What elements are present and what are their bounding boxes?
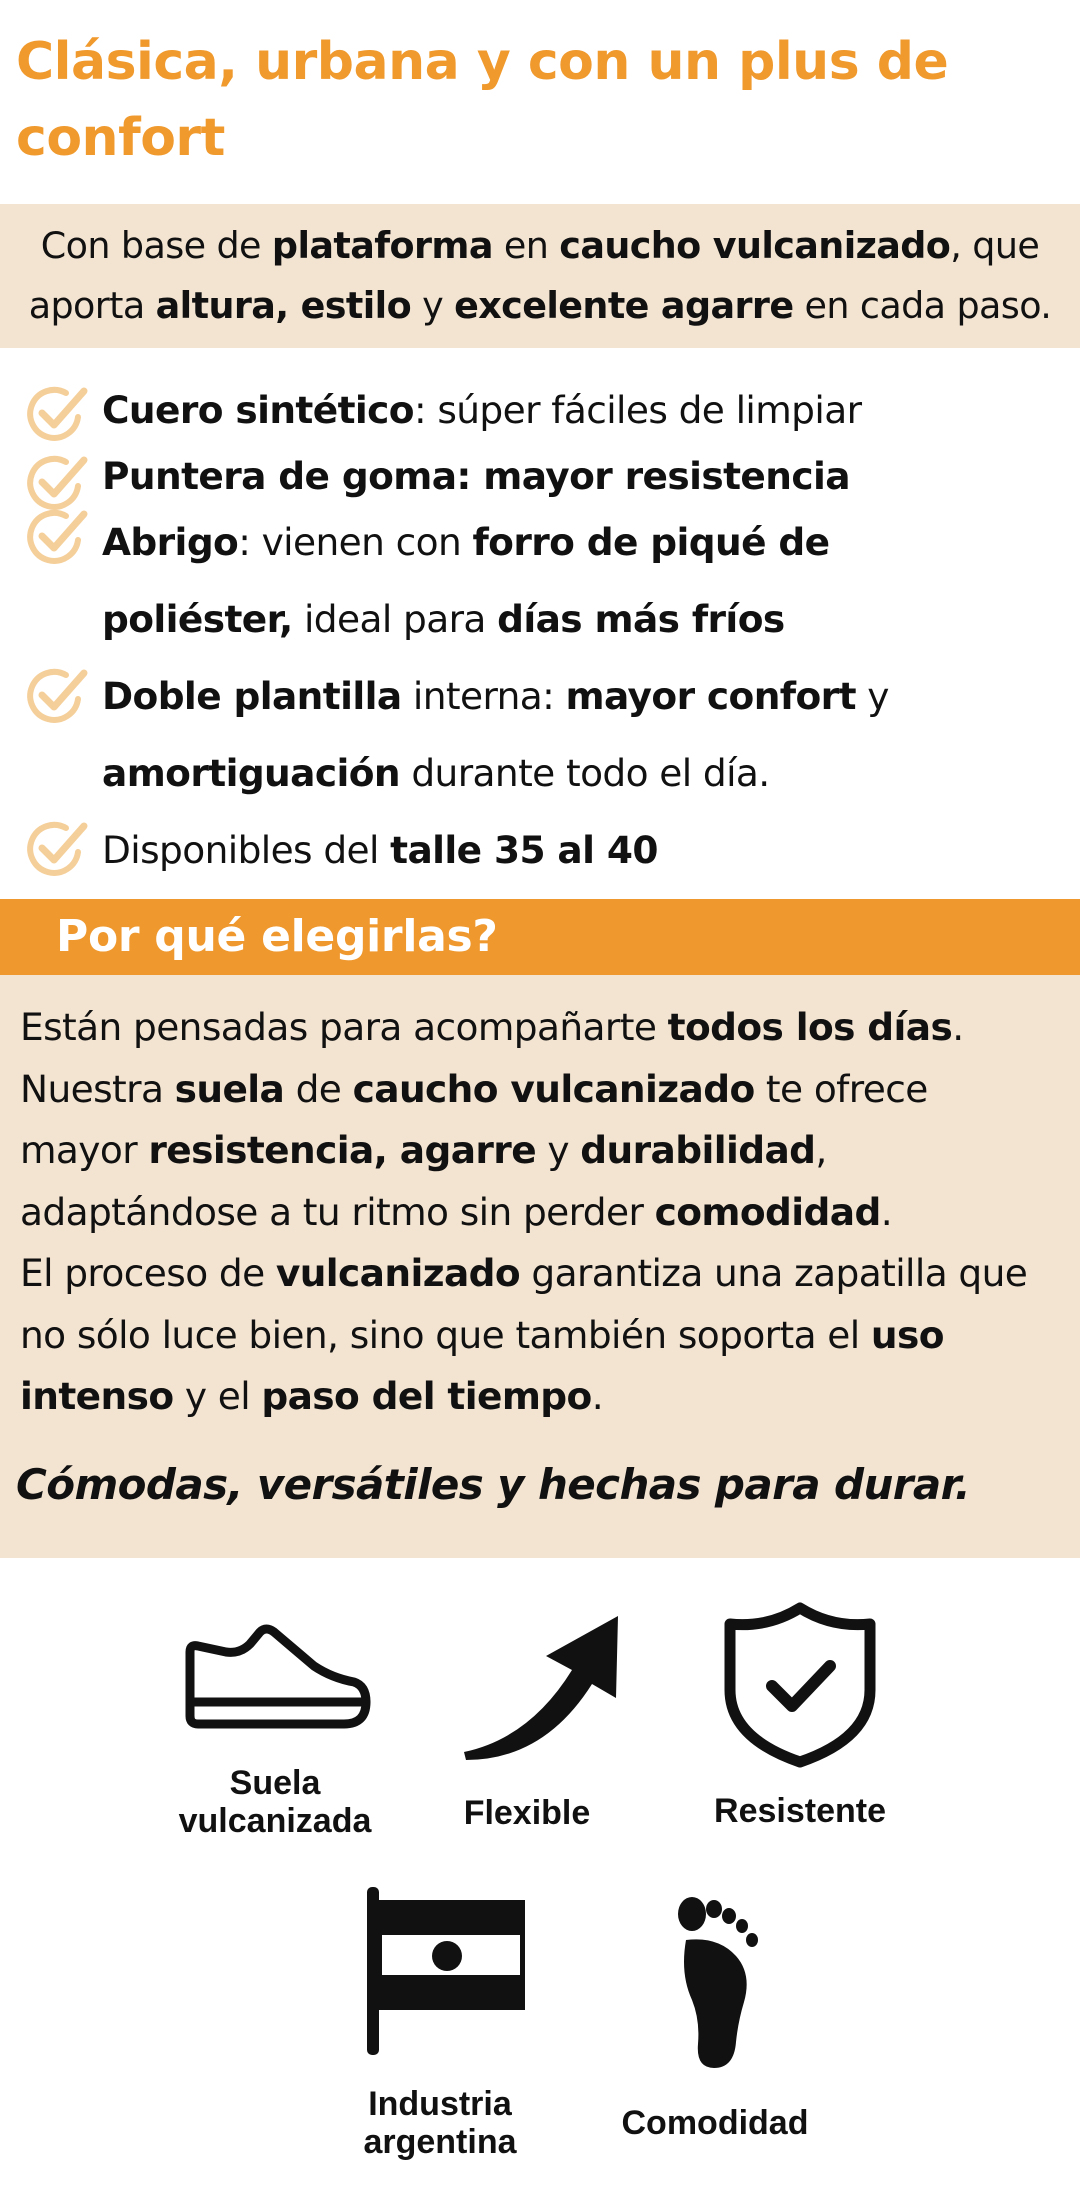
intro-seg: plataforma <box>271 224 493 267</box>
badge-label <box>600 2104 830 2142</box>
badge-label <box>690 1792 910 1830</box>
why-line <box>20 1120 1080 1182</box>
why-seg: adaptándose a tu ritmo sin perder <box>20 1189 655 1234</box>
why-section <box>0 975 1080 1558</box>
why-seg: todos los días <box>667 1005 953 1049</box>
check-icon <box>22 814 90 882</box>
why-seg: uso <box>870 1312 944 1357</box>
feature-text <box>102 658 962 812</box>
badge-label-line: Resistente <box>714 1792 886 1830</box>
why-seg: y <box>536 1128 581 1172</box>
feature-seg: Abrigo <box>102 520 239 564</box>
check-icon <box>22 502 90 570</box>
why-seg: Están pensadas para acompañarte <box>20 1005 668 1049</box>
badge-label-line: Industria <box>368 2085 512 2123</box>
intro-banner <box>0 204 1080 348</box>
badge-label <box>160 1764 390 1840</box>
feature-text <box>102 812 1062 889</box>
intro-seg: y <box>411 284 455 327</box>
why-seg: no sólo luce bien, sino que también soporta el <box>20 1312 871 1357</box>
badge-industria <box>325 1885 555 2175</box>
badge-resistente <box>690 1600 910 1840</box>
footprint-icon <box>670 1892 770 2072</box>
why-seg: paso del tiempo <box>261 1374 592 1418</box>
intro-seg: caucho vulcanizado <box>559 224 951 267</box>
slogan: Cómodas, versátiles y hechas para durar. <box>16 1460 971 1509</box>
badge-label-line: Comodidad <box>621 2104 809 2142</box>
why-seg: te ofrece <box>754 1066 928 1111</box>
why-seg: Nuestra <box>20 1066 175 1111</box>
why-seg: garantiza una zapatilla que <box>520 1251 1028 1295</box>
badge-label-line: vulcanizada <box>178 1802 372 1840</box>
intro-seg: Con base de <box>40 224 272 267</box>
feature-seg: durante todo el día. <box>400 751 770 795</box>
intro-seg: , que aporta <box>28 224 1040 327</box>
why-seg: vulcanizado <box>275 1251 521 1295</box>
intro-text <box>29 224 1052 327</box>
why-seg: El proceso de <box>20 1251 276 1295</box>
feature-seg: Cuero sintético <box>102 388 414 432</box>
intro-seg: excelente agarre <box>454 284 794 327</box>
badge-label-line: argentina <box>363 2123 517 2161</box>
feature-seg: mayor confort <box>565 674 856 718</box>
why-line <box>20 1305 1080 1367</box>
shield-check-icon <box>720 1600 880 1770</box>
why-seg: y el <box>173 1374 262 1418</box>
badge-suela <box>160 1612 390 1852</box>
check-icon <box>22 379 90 447</box>
why-line <box>20 1059 1080 1121</box>
why-seg: intenso <box>20 1374 174 1418</box>
intro-seg: en <box>492 224 560 267</box>
intro-seg: en cada paso. <box>793 284 1052 327</box>
feature-seg: Disponibles del <box>102 828 391 872</box>
feature-seg: : vienen con <box>238 520 473 564</box>
badge-label <box>325 2085 555 2161</box>
section-heading: Por qué elegirlas? <box>56 911 498 962</box>
feature-text <box>102 504 982 658</box>
why-line <box>20 1243 1080 1305</box>
why-seg: . <box>880 1189 893 1234</box>
why-seg: , <box>815 1128 827 1172</box>
argentina-flag-icon <box>365 1885 525 2065</box>
feature-seg: ideal para <box>292 597 498 641</box>
feature-seg: interna: <box>401 674 566 718</box>
sneaker-icon <box>182 1622 372 1732</box>
why-seg: . <box>952 1005 964 1049</box>
feature-seg: Doble plantilla <box>102 674 402 718</box>
feature-seg: días más fríos <box>497 597 785 641</box>
badge-flexible <box>420 1610 634 1850</box>
intro-seg: altura, estilo <box>155 284 412 327</box>
badge-label <box>420 1794 634 1832</box>
why-seg: de <box>284 1066 353 1111</box>
why-seg: suela <box>174 1066 285 1111</box>
badge-label-line: Suela <box>229 1764 321 1802</box>
why-seg: caucho vulcanizado <box>352 1066 755 1111</box>
why-seg: mayor <box>20 1128 149 1172</box>
feature-seg: amortiguación <box>102 751 401 795</box>
why-seg: durabilidad <box>580 1128 816 1172</box>
feature-seg: : súper fáciles de limpiar <box>413 388 862 432</box>
badge-label-line: Flexible <box>463 1794 591 1832</box>
badge-comodidad <box>600 1892 830 2152</box>
feature-seg: Puntera de goma: mayor resistencia <box>102 454 850 498</box>
feature-list <box>0 372 1080 882</box>
section-header-why <box>0 899 1080 975</box>
check-icon <box>22 661 90 729</box>
why-line <box>20 1182 1080 1244</box>
arrow-up-right-icon <box>440 1610 620 1760</box>
why-line <box>20 1366 1080 1428</box>
why-line <box>20 997 1080 1059</box>
why-seg: comodidad <box>654 1189 881 1234</box>
page-title: Clásica, urbana y con un plus de confort <box>16 32 949 168</box>
feature-seg: forro de piqué de poliéster, <box>102 520 830 641</box>
why-paragraph <box>20 997 1080 1428</box>
feature-seg: talle 35 al 40 <box>390 828 658 872</box>
why-seg: resistencia, agarre <box>148 1128 537 1172</box>
why-seg: . <box>591 1374 604 1418</box>
feature-seg: y <box>855 674 889 718</box>
